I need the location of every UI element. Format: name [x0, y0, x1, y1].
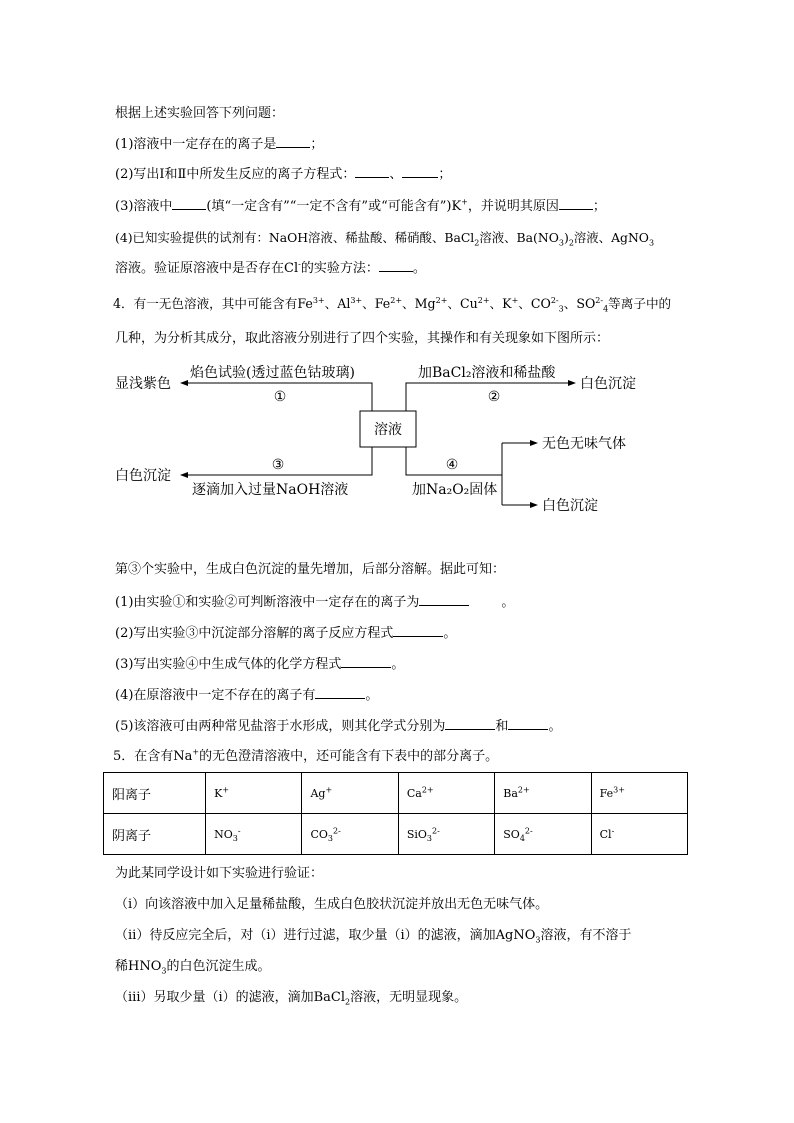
q4-stem: 4．有一无色溶液，其中可能含有$Fe^{3+}$、$Al^{3+}$、$Fe^{2+}$、$Mg^{2+}$、$Cu^{2+}$、K+、$CO^{2-}_3$、$SO^{2-}_4$等离子中的 — [113, 295, 672, 314]
answer-blank[interactable] — [379, 260, 413, 272]
answer-blank[interactable] — [355, 166, 389, 178]
edge-3-arrowhead — [180, 472, 188, 478]
q5-step2-cont: 稀$HNO_3$的白色沉淀生成。 — [115, 959, 271, 976]
q5-step3: （ⅲ）另取少量（ⅰ）的滤液，滴加BaCl$_2$溶液，无明显现象。 — [115, 990, 468, 1007]
q5-step2: （ⅱ）待反应完全后，对（ⅰ）进行过滤，取少量（ⅰ）的滤液，滴加AgNO$_3$溶液，有不溶于 — [115, 928, 632, 945]
q5-step1: （ⅰ）向该溶液中加入足量稀盐酸，生成白色胶状沉淀并放出无色无味气体。 — [115, 897, 549, 912]
q4-part5: (5)该溶液可由两种常见盐溶于水形成，则其化学式分别为 和 。 — [115, 719, 562, 734]
q4-part4: (4)在原溶液中一定不存在的离子有 。 — [115, 688, 379, 703]
edge-2-arrowhead — [568, 380, 576, 386]
anion-cell: SiO$_3^{2-}$ — [398, 814, 494, 855]
edge-1-label: 焰色试验(透过蓝色钴玻璃) — [190, 365, 355, 381]
center-label: 溶液 — [374, 422, 402, 438]
answer-blank[interactable] — [393, 625, 443, 637]
q3-part1: (1)溶液中一定存在的离子是 ； — [115, 137, 324, 152]
edge-1-arrowhead — [180, 380, 188, 386]
q4-part2: (2)写出实验③中沉淀部分溶解的离子反应方程式 。 — [115, 626, 457, 641]
q3-part4: (4)已知实验提供的试剂有：NaOH溶液、稀盐酸、稀硝酸、BaCl$_2$溶液、$Ba(NO_3)_2$溶液、AgNO$_3$ — [115, 230, 655, 248]
cation-cell: $Fe^{3+}$ — [591, 773, 687, 814]
edge-2-label: 加BaCl₂溶液和稀盐酸 — [418, 365, 556, 381]
q3-part4-cont: 溶液。验证原溶液中是否存在Cl-的实验方法： 。 — [115, 259, 426, 276]
edge-4b-result: 白色沉淀 — [542, 498, 598, 514]
q4-stem-cont: 几种，为分析其成分，取此溶液分别进行了四个实验，其操作和有关现象如下图所示： — [115, 331, 610, 346]
edge-1-number: ① — [273, 389, 287, 405]
cation-header: 阳离子 — [104, 773, 206, 814]
q3-part2: (2)写出Ⅰ和Ⅱ中所发生反应的离子方程式： 、 ； — [115, 167, 452, 182]
q5-stem: 5．在含有Na+的无色澄清溶液中，还可能含有下表中的部分离子。 — [113, 747, 499, 764]
answer-blank[interactable] — [445, 718, 495, 730]
intro-text: 根据上述实验回答下列问题： — [115, 106, 285, 121]
ion-table — [103, 772, 688, 855]
edge-3-result: 白色沉淀 — [115, 468, 171, 484]
edge-1-result: 显浅紫色 — [115, 376, 171, 392]
edge-2-number: ② — [487, 389, 501, 405]
table-row-anions — [104, 814, 688, 855]
answer-blank[interactable] — [276, 136, 310, 148]
anion-header: 阴离子 — [104, 814, 206, 855]
answer-blank[interactable] — [508, 718, 548, 730]
q5-intro: 为此某同学设计如下实验进行验证： — [115, 866, 324, 881]
q4-part1: (1)由实验①和实验②可判断溶液中一定存在的离子为 。 — [115, 595, 515, 610]
edge-2-result: 白色沉淀 — [580, 376, 636, 392]
cation-cell: Ag+ — [302, 773, 398, 814]
anion-cell: $CO_3^{2-}$ — [302, 814, 398, 855]
edge-3-label: 逐滴加入过量NaOH溶液 — [192, 482, 349, 498]
answer-blank[interactable] — [315, 687, 365, 699]
q3-part3: (3)溶液中 (填“一定含有”“一定不含有”或“可能含有”)K+，并说明其原因 ； — [115, 197, 606, 214]
answer-blank[interactable] — [341, 656, 391, 668]
edge-4a-result: 无色无味气体 — [542, 436, 626, 452]
table-row-cations — [104, 773, 688, 814]
edge-3-number: ③ — [271, 457, 285, 473]
anion-cell: Cl- — [591, 814, 687, 855]
anion-cell: $NO_3^-$ — [206, 814, 302, 855]
cation-cell: $Ca^{2+}$ — [398, 773, 494, 814]
cation-cell: $Ba^{2+}$ — [495, 773, 591, 814]
flow-diagram — [0, 355, 794, 525]
answer-blank[interactable] — [402, 166, 438, 178]
edge-4b-arrowhead — [530, 502, 538, 508]
q4-part3: (3)写出实验④中生成气体的化学方程式 。 — [115, 657, 405, 672]
edge-4-number: ④ — [445, 457, 459, 473]
q4-note: 第③个实验中，生成白色沉淀的量先增加，后部分溶解。据此可知： — [115, 562, 506, 577]
edge-4a-arrowhead — [530, 440, 538, 446]
cation-cell: K+ — [206, 773, 302, 814]
edge-4-label: 加Na₂O₂固体 — [412, 482, 498, 498]
anion-cell: $SO_4^{2-}$ — [495, 814, 591, 855]
answer-blank[interactable] — [419, 594, 469, 606]
answer-blank[interactable] — [559, 198, 593, 210]
answer-blank[interactable] — [172, 198, 206, 210]
